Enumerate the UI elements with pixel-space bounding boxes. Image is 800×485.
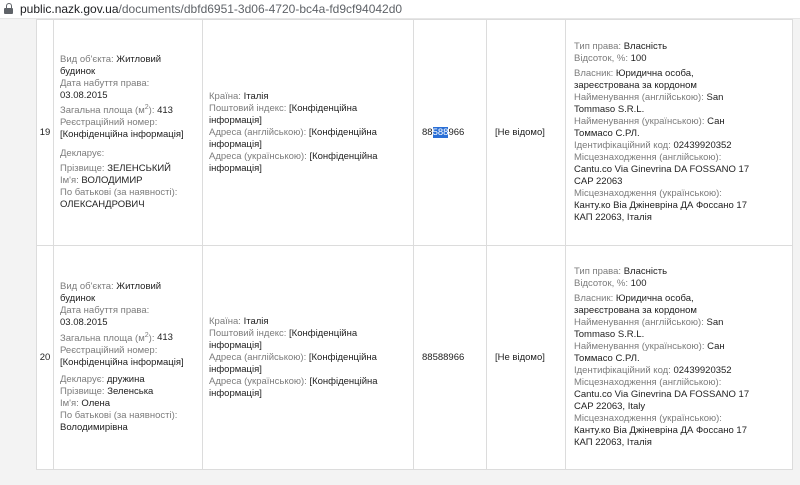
address-uk-value: [Конфіденційна (309, 375, 378, 387)
label-country: Країна: (209, 90, 241, 102)
label-name: Ім'я: (60, 397, 79, 409)
label-location-uk: Місцезнаходження (українською): (574, 188, 722, 199)
owner-value-cont: зареєстрована за кордоном (574, 80, 697, 91)
name-en-value-cont: Tommaso S.R.L. (574, 329, 645, 340)
name-uk-value-cont: Томмасо С.РЛ. (574, 128, 640, 139)
surname-value: Зеленська (107, 385, 154, 397)
name-uk-value: Сан (707, 116, 725, 127)
address-bar[interactable] (0, 0, 800, 19)
postal-code-value-cont: інформація] (209, 114, 262, 126)
label-percent: Відсоток, %: (574, 278, 628, 289)
label-name-uk: Найменування (українською): (574, 341, 705, 352)
id-code-value: 02439920352 (673, 140, 732, 151)
location-en-value: Cantu.co Via Ginevrina DA FOSSANO 17 (574, 164, 750, 175)
owner-cell (566, 246, 793, 470)
object-cell (54, 246, 203, 470)
label-country: Країна: (209, 315, 241, 327)
location-uk-value-cont: КАП 22063, Італія (574, 212, 652, 223)
url-domain: public.nazk.gov.ua (20, 2, 119, 16)
name-value: ВОЛОДИМИР (81, 175, 143, 187)
total-area-value: 413 (157, 105, 173, 117)
location-uk-value-cont: КАП 22063, Італія (574, 437, 652, 448)
label-name: Ім'я: (60, 175, 79, 187)
address-en-value: [Конфіденційна (308, 126, 377, 138)
owner-value: Юридична особа, (615, 68, 694, 79)
label-address-en: Адреса (англійською): (209, 126, 307, 138)
label-postal-code: Поштовий індекс: (209, 102, 287, 114)
country-value: Італія (243, 315, 269, 327)
page-content (0, 19, 800, 485)
registration-no-value: [Конфіденційна інформація] (60, 356, 184, 368)
address-uk-value: [Конфіденційна (309, 150, 378, 162)
location-uk-value: Канту.ко Віа Джіневріна ДА Фоссано 17 (574, 200, 747, 211)
property-table (36, 19, 793, 470)
postal-code-value: [Конфіденційна (289, 102, 358, 114)
total-area-value: 413 (157, 332, 173, 344)
lock-icon[interactable] (4, 3, 13, 14)
country-value: Італія (243, 90, 269, 102)
row-number: 19 (37, 20, 54, 246)
label-total-area: Загальна площа $(м^2)$: (60, 331, 155, 344)
object-type-value: Житловий (116, 281, 162, 293)
owner-cell (566, 20, 793, 246)
label-acquired-date: Дата набуття права: (60, 77, 150, 89)
label-right-type: Тип права: (574, 266, 622, 277)
registration-no-value: [Конфіденційна інформація] (60, 129, 184, 141)
surname-value: ЗЕЛЕНСЬКИЙ (107, 163, 172, 175)
name-en-value: San (706, 92, 724, 103)
label-location-en: Місцезнаходження (англійською): (574, 377, 722, 388)
label-location-uk: Місцезнаходження (українською): (574, 413, 722, 424)
name-en-value: San (706, 317, 724, 328)
label-owner: Власник: (574, 293, 614, 304)
label-surname: Прізвище: (60, 385, 105, 397)
url-path: /documents/dbfd6951-3d06-4720-bc4a-fd9cf94042d0 (118, 2, 403, 16)
address-uk-value-cont: інформація] (209, 387, 262, 399)
name-value: Олена (81, 397, 111, 409)
label-declarant: Декларує: (60, 373, 105, 385)
label-acquired-date: Дата набуття права: (60, 305, 150, 317)
address-uk-value-cont: інформація] (209, 162, 262, 174)
address-en-value-cont: інформація] (209, 363, 262, 375)
label-right-type: Тип права: (574, 41, 622, 52)
label-address-uk: Адреса (українською): (209, 150, 307, 162)
label-surname: Прізвище: (60, 163, 105, 175)
address-en-value: [Конфіденційна (308, 351, 377, 363)
percent-value: 100 (630, 53, 647, 64)
label-object-type: Вид об'єкта: (60, 281, 114, 293)
label-percent: Відсоток, %: (574, 53, 628, 64)
unknown-cell: [Не відомо] (487, 20, 566, 246)
location-en-value: Cantu.co Via Ginevrina DA FOSSANO 17 (574, 389, 750, 400)
location-en-value-cont: CAP 22063, Italy (574, 401, 646, 412)
label-postal-code: Поштовий індекс: (209, 327, 287, 339)
table-row (37, 246, 793, 470)
label-location-en: Місцезнаходження (англійською): (574, 152, 722, 163)
selected-text[interactable]: 588 (432, 126, 449, 138)
label-name-uk: Найменування (українською): (574, 116, 705, 127)
code-cell: 88588966 (414, 246, 487, 470)
unknown-cell: [Не відомо] (487, 246, 566, 470)
object-type-value-cont: будинок (60, 65, 96, 77)
name-uk-value: Сан (707, 341, 725, 352)
name-en-value-cont: Tommaso S.R.L. (574, 104, 645, 115)
acquired-date-value: 03.08.2015 (60, 89, 108, 101)
patronymic-value: ОЛЕКСАНДРОВИЧ (60, 199, 145, 211)
location-uk-value: Канту.ко Віа Джіневріна ДА Фоссано 17 (574, 425, 747, 436)
label-total-area: Загальна площа $(м^2)$: (60, 103, 155, 117)
right-type-value: Власність (623, 266, 668, 277)
object-type-value: Житловий (116, 53, 162, 65)
label-id-code: Ідентифікаційний код: (574, 365, 671, 376)
label-name-en: Найменування (англійською): (574, 317, 704, 328)
label-declarant: Декларує: (60, 148, 105, 160)
owner-value-cont: зареєстрована за кордоном (574, 305, 697, 316)
right-type-value: Власність (623, 41, 668, 52)
object-cell (54, 20, 203, 246)
label-id-code: Ідентифікаційний код: (574, 140, 671, 151)
address-cell (203, 246, 414, 470)
label-registration-no: Реєстраційний номер: (60, 344, 158, 356)
id-code-value: 02439920352 (673, 365, 732, 376)
address-cell (203, 20, 414, 246)
label-patronymic: По батькові (за наявності): (60, 409, 178, 421)
object-type-value-cont: будинок (60, 293, 96, 305)
acquired-date-value: 03.08.2015 (60, 317, 108, 329)
label-address-uk: Адреса (українською): (209, 375, 307, 387)
percent-value: 100 (630, 278, 647, 289)
declarant-value: дружина (106, 373, 145, 385)
label-patronymic: По батькові (за наявності): (60, 187, 178, 199)
label-object-type: Вид об'єкта: (60, 53, 114, 65)
postal-code-value-cont: інформація] (209, 339, 262, 351)
patronymic-value: Володимирівна (60, 421, 128, 433)
name-uk-value-cont: Томмасо С.РЛ. (574, 353, 640, 364)
url-text[interactable] (20, 1, 402, 17)
location-en-value-cont: CAP 22063 (574, 176, 623, 187)
postal-code-value: [Конфіденційна (289, 327, 358, 339)
address-en-value-cont: інформація] (209, 138, 262, 150)
label-owner: Власник: (574, 68, 614, 79)
row-number: 20 (37, 246, 54, 470)
label-registration-no: Реєстраційний номер: (60, 117, 158, 129)
label-address-en: Адреса (англійською): (209, 351, 307, 363)
table-row (37, 20, 793, 246)
code-cell[interactable]: 88588966 (414, 20, 487, 246)
owner-value: Юридична особа, (615, 293, 694, 304)
label-name-en: Найменування (англійською): (574, 92, 704, 103)
